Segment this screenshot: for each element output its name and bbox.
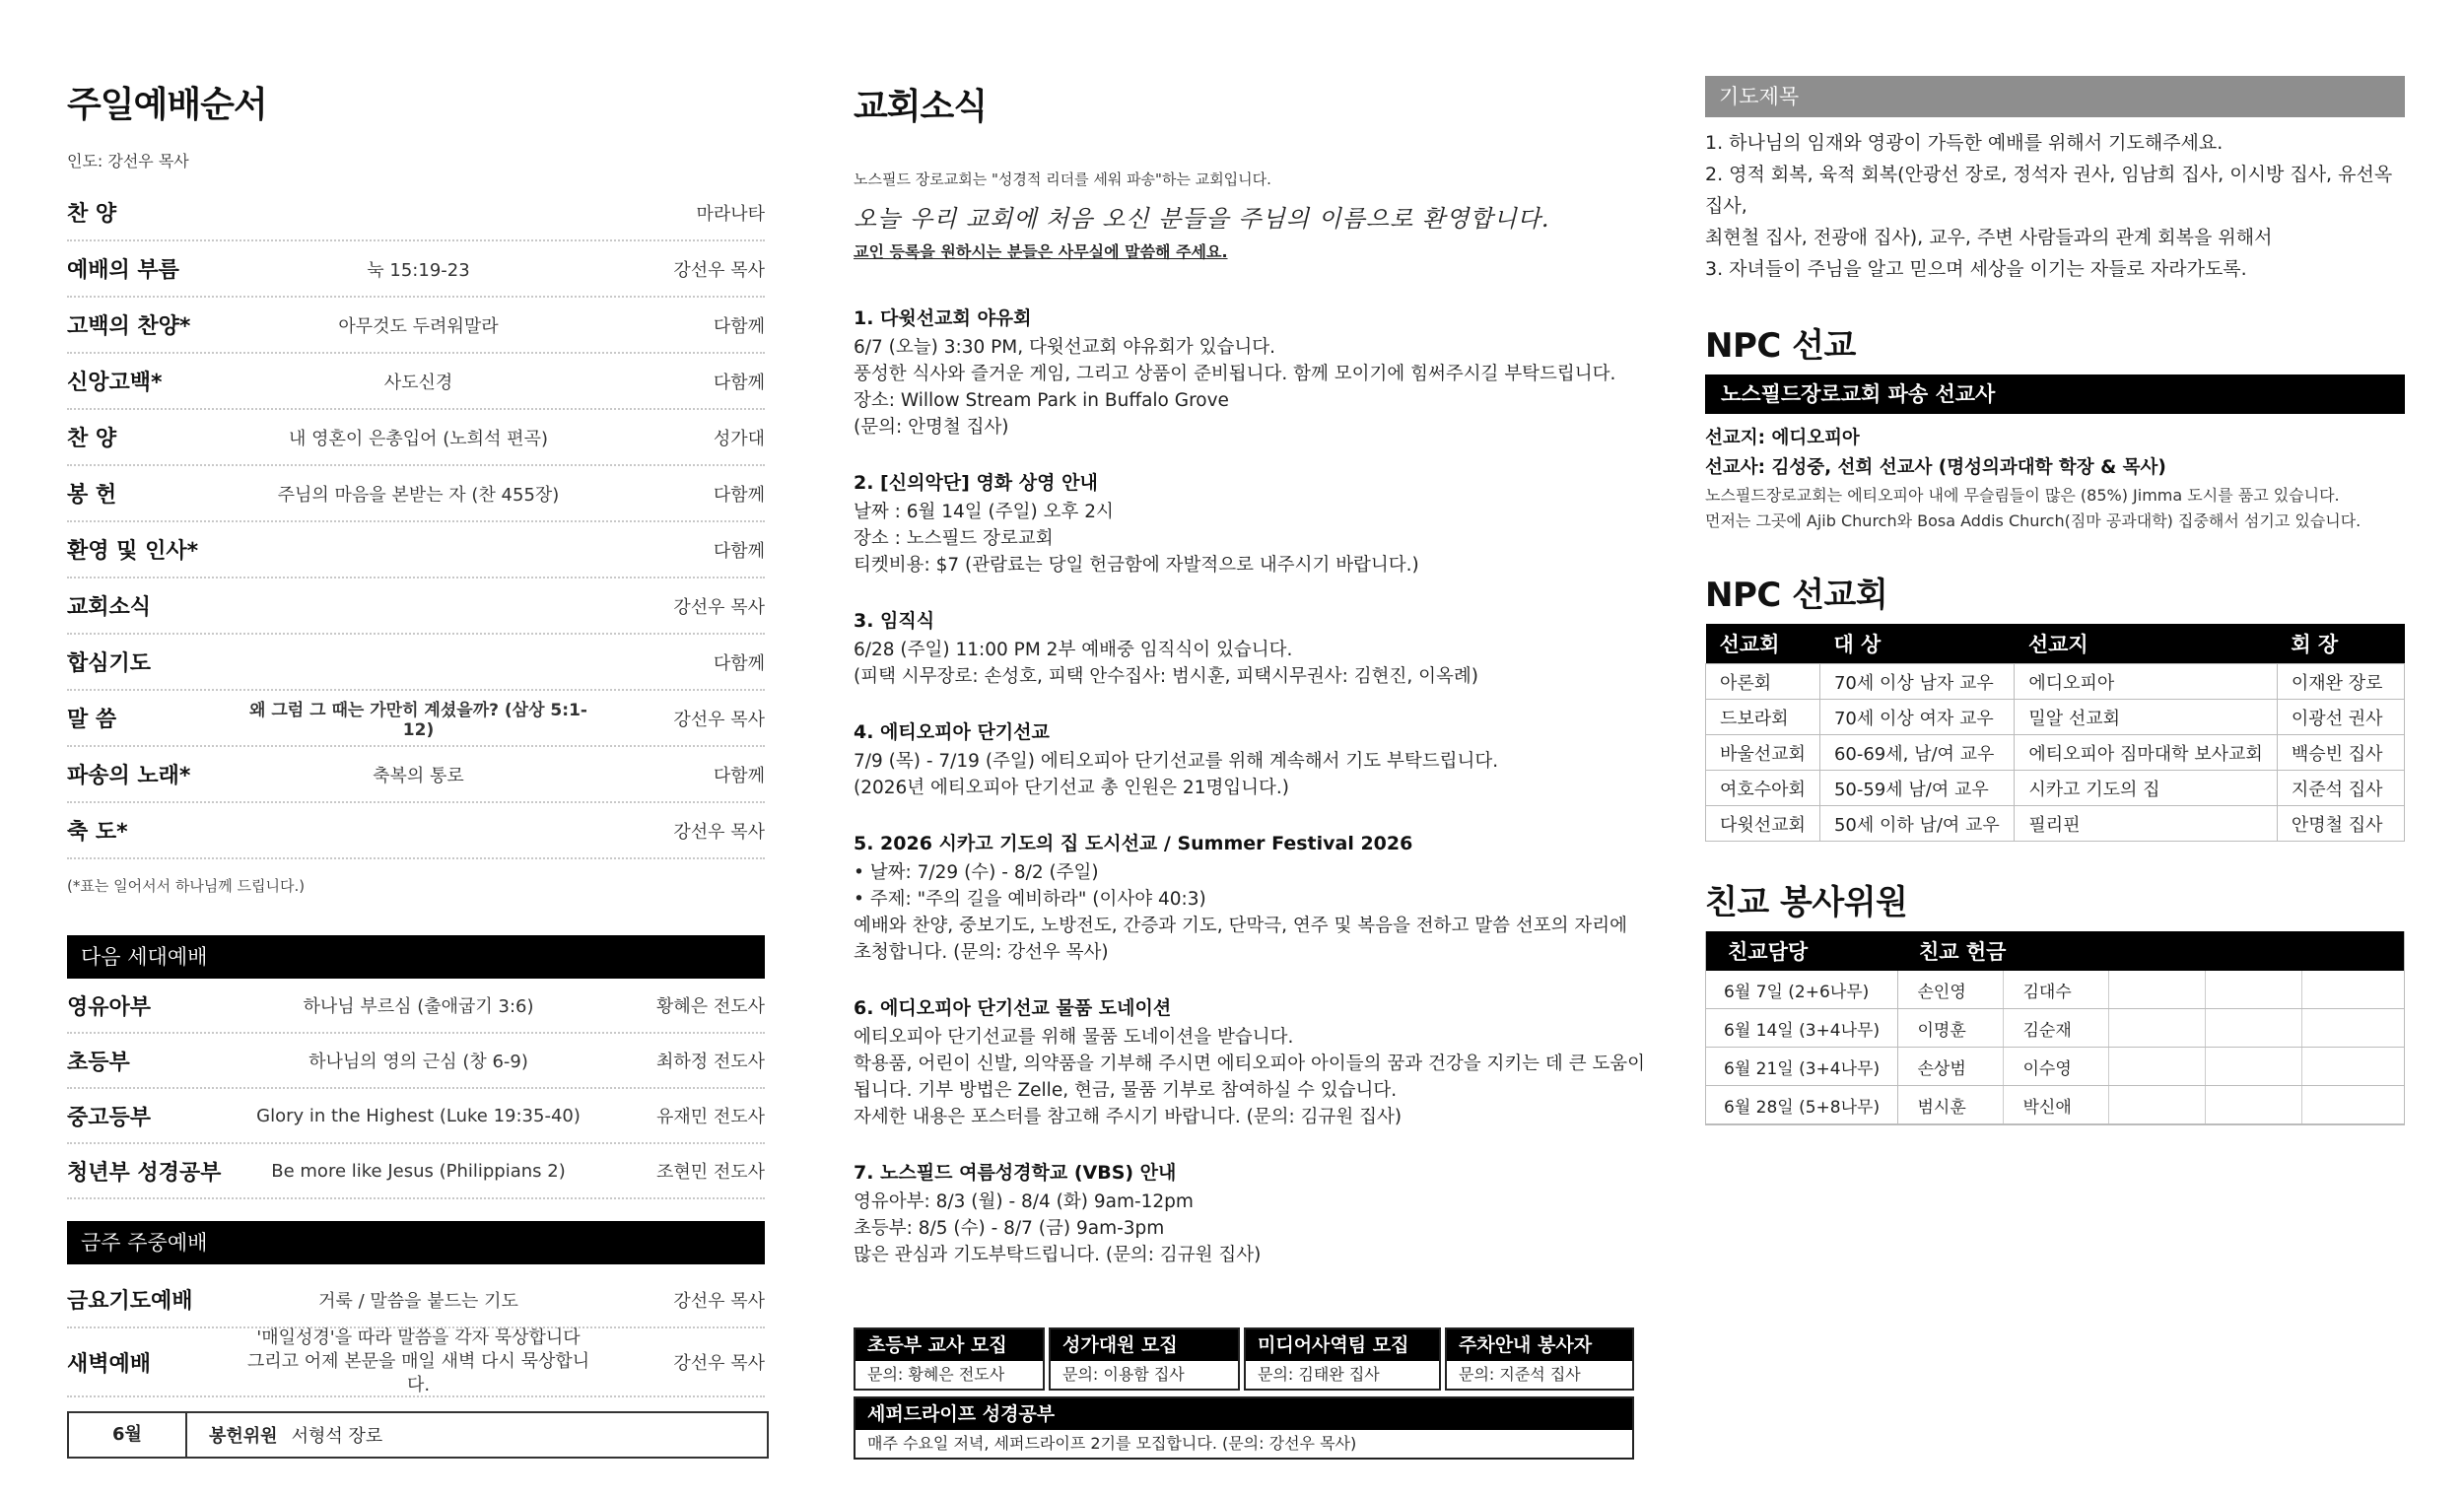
mission-desc: 노스필드장로교회는 에티오피아 내에 무슬림들이 많은 (85%) Jimma 도시를 품고 있습니다. bbox=[1705, 486, 2340, 505]
news-item-line: • 주제: "주의 길을 예비하라" (이사야 40:3) bbox=[854, 889, 1206, 910]
item-title: 눅 15:19-23 bbox=[367, 259, 470, 281]
news-item bbox=[854, 304, 1632, 441]
fellowship-name: 이명훈 bbox=[1897, 1009, 2003, 1048]
item-label: 영유아부 bbox=[67, 994, 152, 1020]
list-item bbox=[67, 298, 765, 354]
item-leader: 강선우 목사 bbox=[673, 259, 765, 281]
recruit-card bbox=[1049, 1327, 1240, 1391]
list-item bbox=[67, 354, 765, 410]
item-leader: 성가대 bbox=[713, 428, 765, 449]
table-header-row bbox=[1706, 624, 2405, 664]
news-item bbox=[854, 993, 1646, 1130]
prayer-list bbox=[1705, 127, 2405, 285]
table-cell: 60-69세, 남/여 교우 bbox=[1819, 735, 2014, 771]
list-item bbox=[67, 466, 765, 522]
list-item bbox=[67, 578, 765, 635]
recruit-contact: 문의: 황혜은 전도사 bbox=[867, 1365, 1005, 1384]
news-item-title: 2. [신의악단] 영화 상영 안내 bbox=[854, 472, 1098, 494]
fellowship-title: 친교 봉사위원 bbox=[1705, 883, 1908, 922]
news-item-line: 티켓비용: $7 (관람료는 당일 헌금함에 자발적으로 내주시기 바랍니다.) bbox=[854, 555, 1419, 576]
fellowship-name: 이수영 bbox=[2003, 1048, 2108, 1086]
news-item-line: (문의: 안명철 집사) bbox=[854, 417, 1009, 438]
item-title: 주님의 마음을 본받는 자 (찬 455장) bbox=[277, 484, 560, 506]
list-item bbox=[67, 803, 765, 859]
fellowship-empty-cell bbox=[2205, 971, 2301, 1009]
news-item bbox=[854, 1158, 1632, 1268]
fellowship-date: 6월 21일 (3+4나무) bbox=[1706, 1048, 1897, 1086]
item-title: 아무것도 두려워말라 bbox=[338, 315, 499, 337]
item-label: 합심기도 bbox=[67, 651, 152, 676]
table-cell: 이재완 장로 bbox=[2277, 664, 2404, 700]
recruit-title: 미디어사역팀 모집 bbox=[1246, 1329, 1439, 1361]
list-item bbox=[67, 635, 765, 691]
news-item-line: 초청합니다. (문의: 강선우 목사) bbox=[854, 942, 1109, 963]
item-leader: 유재민 전도사 bbox=[655, 1107, 765, 1127]
weekday-list bbox=[67, 1272, 765, 1397]
list-item bbox=[67, 410, 765, 466]
news-item bbox=[854, 468, 1632, 578]
news-item-line: 많은 관심과 기도부탁드립니다. (문의: 김규원 집사) bbox=[854, 1245, 1262, 1265]
list-item bbox=[67, 747, 765, 803]
table-cell: 바울선교회 bbox=[1706, 735, 1820, 771]
fellowship-empty-cell bbox=[2205, 1009, 2301, 1048]
news-item bbox=[854, 829, 1632, 966]
recruit-title: 초등부 교사 모집 bbox=[856, 1329, 1043, 1361]
table-cell: 드보라회 bbox=[1706, 700, 1820, 735]
fellowship-name: 박신애 bbox=[2003, 1086, 2108, 1124]
news-item-line: 예배와 찬양, 중보기도, 노방전도, 간증과 기도, 단막극, 연주 및 복음을 전하고 말씀 선포의 자리에 bbox=[854, 916, 1627, 936]
table-row bbox=[1706, 1009, 2404, 1048]
fellowship-empty-cell bbox=[2205, 1086, 2301, 1124]
prayer-line: 최현철 집사, 전광애 집사), 교우, 주변 사람들과의 관계 회복을 위해서 bbox=[1705, 227, 2273, 248]
item-title-line: 그리고 어제 본문을 매일 새벽 다시 묵상합니다. bbox=[246, 1351, 590, 1395]
recruit-title: 주차안내 봉사자 bbox=[1447, 1329, 1632, 1361]
table-cell: 지준석 집사 bbox=[2277, 771, 2404, 806]
news-item-title: 5. 2026 시카고 기도의 집 도시선교 / Summer Festival 2026 bbox=[854, 833, 1413, 854]
item-title-line: '매일성경'을 따라 말씀을 각자 묵상합니다 bbox=[256, 1327, 581, 1348]
recruit-contact: 문의: 지준석 집사 bbox=[1459, 1365, 1581, 1384]
item-leader: 다함께 bbox=[713, 765, 765, 786]
table-cell: 에디오피아 bbox=[2015, 664, 2278, 700]
table-row bbox=[1706, 771, 2405, 806]
table-row bbox=[1706, 1048, 2404, 1086]
fellowship-table-wrap bbox=[1705, 931, 2405, 1125]
item-leader: 강선우 목사 bbox=[673, 709, 765, 730]
item-label: 새벽예배 bbox=[67, 1351, 152, 1377]
news-item-line: (2026년 에티오피아 단기선교 총 인원은 21명입니다.) bbox=[854, 778, 1290, 798]
next-gen-header: 다음 세대예배 bbox=[67, 935, 765, 979]
item-leader: 다함께 bbox=[713, 315, 765, 337]
prayer-line: 3. 자녀들이 주님을 알고 믿으며 세상을 이기는 자들로 자라가도록. bbox=[1705, 258, 2247, 280]
table-row bbox=[1706, 971, 2404, 1009]
worship-column bbox=[67, 0, 765, 1447]
news-list bbox=[854, 304, 1646, 1268]
column-header: 친교 헌금 bbox=[1897, 931, 2404, 971]
news-item-line: 됩니다. 기부 방법은 Zelle, 현금, 물품 기부로 참여하실 수 있습니다. bbox=[854, 1080, 1398, 1101]
list-item bbox=[67, 1089, 765, 1144]
list-item bbox=[67, 1328, 765, 1397]
recruit-contact: 문의: 이용함 집사 bbox=[1062, 1365, 1185, 1384]
worship-title: 주일예배순서 bbox=[67, 85, 267, 125]
item-label: 찬 양 bbox=[67, 202, 117, 227]
item-label: 찬 양 bbox=[67, 427, 117, 451]
list-item bbox=[67, 1144, 765, 1199]
npc-groups-table bbox=[1705, 624, 2405, 842]
mission-desc: 먼저는 그곳에 Ajib Church와 Bosa Addis Church(짐마 공과대학) 집중해서 섬기고 있습니다. bbox=[1705, 511, 2361, 530]
table-cell: 이광선 권사 bbox=[2277, 700, 2404, 735]
news-title: 교회소식 bbox=[854, 87, 988, 127]
table-cell: 다윗선교회 bbox=[1706, 806, 1820, 842]
list-item bbox=[67, 1034, 765, 1089]
list-item bbox=[67, 1272, 765, 1328]
item-leader: 다함께 bbox=[713, 372, 765, 393]
item-title: Glory in the Highest (Luke 19:35-40) bbox=[256, 1105, 581, 1126]
fellowship-empty-cell bbox=[2108, 1009, 2205, 1048]
item-leader: 강선우 목사 bbox=[673, 1290, 765, 1312]
fellowship-empty-cell bbox=[2301, 1009, 2404, 1048]
offering-box bbox=[67, 1411, 769, 1459]
table-cell: 50세 이하 남/여 교우 bbox=[1819, 806, 2014, 842]
news-item-title: 4. 에티오피아 단기선교 bbox=[854, 721, 1050, 743]
item-leader: 다함께 bbox=[713, 540, 765, 562]
mission-bar: 노스필드장로교회 파송 선교사 bbox=[1705, 374, 2405, 414]
mission-field: 선교지: 에디오피아 bbox=[1705, 428, 1860, 448]
news-item-line: 장소 : 노스필드 장로교회 bbox=[854, 528, 1054, 549]
table-cell: 70세 이상 남자 교우 bbox=[1819, 664, 2014, 700]
shepherd-title: 세퍼드라이프 성경공부 bbox=[856, 1398, 1632, 1430]
item-leader: 다함께 bbox=[713, 484, 765, 506]
register-note: 교인 등록을 원하시는 분들은 사무실에 말씀해 주세요. bbox=[854, 242, 1228, 261]
fellowship-name: 손상범 bbox=[1897, 1048, 2003, 1086]
item-label: 말 씀 bbox=[67, 708, 117, 732]
fellowship-name: 범시훈 bbox=[1897, 1086, 2003, 1124]
fellowship-empty-cell bbox=[2301, 1048, 2404, 1086]
table-cell: 70세 이상 여자 교우 bbox=[1819, 700, 2014, 735]
item-leader: 다함께 bbox=[713, 652, 765, 674]
table-row bbox=[1706, 806, 2405, 842]
fellowship-empty-cell bbox=[2108, 971, 2205, 1009]
news-item-line: 에티오피아 단기선교를 위해 물품 도네이션을 받습니다. bbox=[854, 1027, 1294, 1048]
npc-groups-body bbox=[1706, 664, 2405, 842]
item-label: 청년부 성경공부 bbox=[67, 1160, 222, 1186]
fellowship-body bbox=[1706, 971, 2404, 1124]
news-item-line: 학용품, 어린이 신발, 의약품을 기부해 주시면 에티오피아 아이들의 꿈과 건강을 지키는 데 큰 도움이 bbox=[854, 1054, 1646, 1074]
recruit-card bbox=[1445, 1327, 1634, 1391]
table-row bbox=[1706, 1086, 2404, 1124]
item-title: 하나님의 영의 근심 (창 6-9) bbox=[308, 1052, 528, 1072]
table-cell: 백승빈 집사 bbox=[2277, 735, 2404, 771]
news-item-title: 3. 임직식 bbox=[854, 610, 935, 632]
table-cell: 안명철 집사 bbox=[2277, 806, 2404, 842]
item-title: Be more like Jesus (Philippians 2) bbox=[271, 1160, 566, 1182]
item-title: 왜 그럼 그 때는 가만히 계셨을까? (삼상 5:1-12) bbox=[249, 701, 587, 740]
item-leader: 마라나타 bbox=[696, 203, 765, 225]
item-leader: 강선우 목사 bbox=[673, 821, 765, 843]
list-item bbox=[67, 241, 765, 298]
prayer-line: 2. 영적 회복, 육적 회복(안광선 장로, 정석자 권사, 임남희 집사, 이시방 집사, 유선옥 집사, bbox=[1705, 164, 2393, 217]
fellowship-date: 6월 7일 (2+6나무) bbox=[1706, 971, 1897, 1009]
item-leader: 조현민 전도사 bbox=[655, 1162, 765, 1183]
fellowship-date: 6월 14일 (3+4나무) bbox=[1706, 1009, 1897, 1048]
offering-month: 6월 bbox=[69, 1413, 187, 1457]
missionary: 선교사: 김성중, 선희 선교사 (명성의과대학 학장 & 목사) bbox=[1705, 457, 2166, 478]
news-item-line: 날짜 : 6월 14일 (주일) 오후 2시 bbox=[854, 502, 1114, 522]
worship-order-list bbox=[67, 185, 765, 859]
officiant: 인도: 강선우 목사 bbox=[67, 152, 189, 170]
news-item-line: 6/7 (오늘) 3:30 PM, 다윗선교회 야유회가 있습니다. bbox=[854, 337, 1275, 358]
fellowship-empty-cell bbox=[2108, 1086, 2205, 1124]
news-item bbox=[854, 606, 1632, 690]
news-item-title: 1. 다윗선교회 야유회 bbox=[854, 307, 1032, 329]
item-label: 예배의 부름 bbox=[67, 258, 179, 283]
prayer-header: 기도제목 bbox=[1705, 76, 2405, 117]
fellowship-name: 손인영 bbox=[1897, 971, 2003, 1009]
fellowship-table bbox=[1706, 931, 2404, 1124]
news-item-line: 장소: Willow Stream Park in Buffalo Grove bbox=[854, 390, 1229, 411]
column-header: 선교회 bbox=[1706, 624, 1820, 664]
item-label: 교회소식 bbox=[67, 595, 152, 620]
list-item bbox=[67, 979, 765, 1034]
news-item-line: 풍성한 식사와 즐거운 게임, 그리고 상품이 준비됩니다. 함께 모이기에 힘써주시길 부탁드립니다. bbox=[854, 364, 1616, 384]
offering-label: 봉헌위원 bbox=[209, 1426, 278, 1447]
item-leader: 황혜은 전도사 bbox=[655, 996, 765, 1017]
item-label: 신앙고백* bbox=[67, 371, 163, 395]
item-label: 초등부 bbox=[67, 1050, 130, 1075]
item-title: 내 영혼이 은총입어 (노희석 편곡) bbox=[289, 428, 548, 449]
item-label: 축 도* bbox=[67, 820, 128, 845]
news-item-line: 초등부: 8/5 (수) - 8/7 (금) 9am-3pm bbox=[854, 1218, 1165, 1239]
news-item-line: 영유아부: 8/3 (월) - 8/4 (화) 9am-12pm bbox=[854, 1191, 1194, 1212]
item-label: 금요기도예배 bbox=[67, 1289, 193, 1314]
news-item-line: 자세한 내용은 포스터를 참고해 주시기 바랍니다. (문의: 김규원 집사) bbox=[854, 1107, 1403, 1127]
item-title bbox=[240, 1326, 597, 1397]
news-item bbox=[854, 717, 1632, 801]
table-row bbox=[1706, 664, 2405, 700]
fellowship-date: 6월 28일 (5+8나무) bbox=[1706, 1086, 1897, 1124]
table-row bbox=[1706, 735, 2405, 771]
table-cell: 에티오피아 짐마대학 보사교회 bbox=[2015, 735, 2278, 771]
item-label: 중고등부 bbox=[67, 1105, 152, 1130]
next-gen-list bbox=[67, 979, 765, 1199]
item-label: 파송의 노래* bbox=[67, 764, 191, 788]
recruit-title: 성가대원 모집 bbox=[1051, 1329, 1238, 1361]
column-header: 회 장 bbox=[2277, 624, 2404, 664]
news-column bbox=[854, 0, 1646, 1496]
prayer-line: 1. 하나님의 임재와 영광이 가득한 예배를 위해서 기도해주세요. bbox=[1705, 132, 2224, 154]
fellowship-name: 김대수 bbox=[2003, 971, 2108, 1009]
table-cell: 필리핀 bbox=[2015, 806, 2278, 842]
right-column bbox=[1705, 0, 2405, 1125]
column-header: 대 상 bbox=[1819, 624, 2014, 664]
item-label: 고백의 찬양* bbox=[67, 314, 191, 339]
table-cell: 밀알 선교회 bbox=[2015, 700, 2278, 735]
offering-name: 서형석 장로 bbox=[291, 1426, 383, 1447]
table-cell: 시카고 기도의 집 bbox=[2015, 771, 2278, 806]
item-leader: 강선우 목사 bbox=[673, 1353, 765, 1374]
news-item-title: 6. 에디오피아 단기선교 물품 도네이션 bbox=[854, 997, 1172, 1019]
item-title: 사도신경 bbox=[383, 372, 453, 393]
item-title: 하나님 부르심 (출애굽기 3:6) bbox=[303, 996, 534, 1017]
item-label: 봉 헌 bbox=[67, 483, 117, 508]
news-item-line: • 날짜: 7/29 (수) - 8/2 (주일) bbox=[854, 862, 1099, 883]
recruit-card bbox=[854, 1327, 1045, 1391]
fellowship-empty-cell bbox=[2301, 971, 2404, 1009]
weekday-header: 금주 주중예배 bbox=[67, 1221, 765, 1264]
item-label: 환영 및 인사* bbox=[67, 539, 199, 564]
npc-groups-title: NPC 선교회 bbox=[1705, 576, 1888, 615]
table-cell: 50-59세 남/여 교우 bbox=[1819, 771, 2014, 806]
item-leader: 강선우 목사 bbox=[673, 596, 765, 618]
fellowship-empty-cell bbox=[2108, 1048, 2205, 1086]
news-item-line: (피택 시무장로: 손성호, 피택 안수집사: 범시훈, 피택시무권사: 김현진, 이옥례) bbox=[854, 666, 1478, 687]
list-item bbox=[67, 522, 765, 578]
table-cell: 아론회 bbox=[1706, 664, 1820, 700]
shepherd-contact: 매주 수요일 저녁, 세퍼드라이프 2기를 모집합니다. (문의: 강선우 목사) bbox=[867, 1434, 1357, 1453]
news-intro: 노스필드 장로교회는 "성경적 리더를 세워 파송"하는 교회입니다. bbox=[854, 170, 1271, 188]
shepherd-card bbox=[854, 1396, 1634, 1460]
recruit-contact: 문의: 김태완 집사 bbox=[1258, 1365, 1380, 1384]
fellowship-name: 김순재 bbox=[2003, 1009, 2108, 1048]
item-title: 거룩 / 말씀을 붙드는 기도 bbox=[318, 1290, 518, 1312]
list-item bbox=[67, 185, 765, 241]
table-header-row bbox=[1706, 931, 2404, 971]
news-item-line: 7/9 (목) - 7/19 (주일) 에티오피아 단기선교를 위해 계속해서 기도 부탁드립니다. bbox=[854, 751, 1499, 772]
news-item-title: 7. 노스필드 여름성경학교 (VBS) 안내 bbox=[854, 1162, 1177, 1184]
column-header: 친교담당 bbox=[1706, 931, 1897, 971]
table-row bbox=[1706, 700, 2405, 735]
fellowship-empty-cell bbox=[2205, 1048, 2301, 1086]
column-header: 선교지 bbox=[2015, 624, 2278, 664]
list-item bbox=[67, 691, 765, 747]
item-title: 축복의 통로 bbox=[373, 765, 464, 786]
table-cell: 여호수아회 bbox=[1706, 771, 1820, 806]
item-leader: 최하정 전도사 bbox=[655, 1052, 765, 1072]
news-item-line: 6/28 (주일) 11:00 PM 2부 예배중 임직식이 있습니다. bbox=[854, 640, 1293, 660]
fellowship-empty-cell bbox=[2301, 1086, 2404, 1124]
welcome-message: 오늘 우리 교회에 처음 오신 분들을 주님의 이름으로 환영합니다. bbox=[854, 205, 1550, 233]
npc-mission-title: NPC 선교 bbox=[1705, 326, 1856, 366]
standing-note: (*표는 일어서서 하나님께 드립니다.) bbox=[67, 877, 306, 895]
recruit-card bbox=[1244, 1327, 1441, 1391]
